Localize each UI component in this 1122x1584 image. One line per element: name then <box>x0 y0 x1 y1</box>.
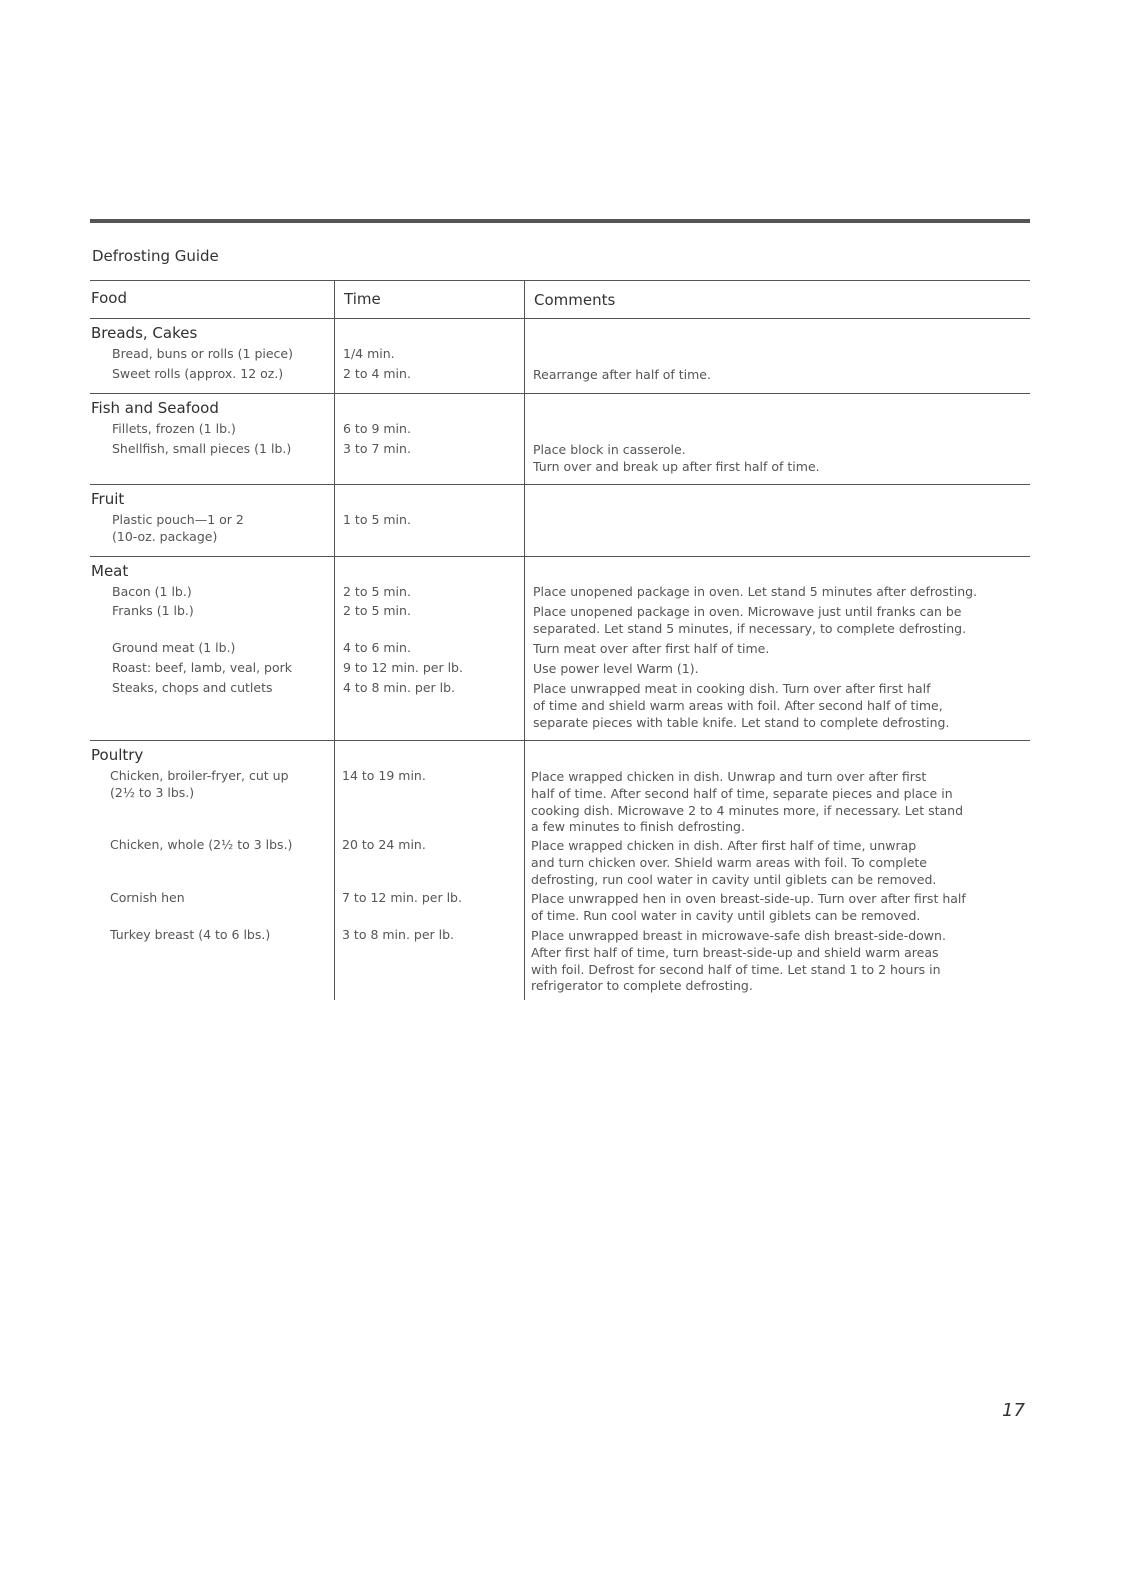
row-divider <box>90 484 1030 485</box>
food-cell: Steaks, chops and cutlets <box>112 680 273 695</box>
food-cell: Sweet rolls (approx. 12 oz.) <box>112 366 284 381</box>
comment-cell: Place block in casserole. Turn over and break up after first half of time. <box>533 442 820 474</box>
time-cell: 20 to 24 min. <box>342 837 426 852</box>
header-rule <box>90 318 1030 319</box>
top-rule <box>90 219 1030 223</box>
page-number: 17 <box>1002 1400 1025 1421</box>
column-header-food: Food <box>91 289 127 307</box>
food-cell: Shellfish, small pieces (1 lb.) <box>112 441 292 456</box>
time-cell: 1 to 5 min. <box>343 512 411 527</box>
column-divider <box>334 280 335 1000</box>
group-title-fish-seafood: Fish and Seafood <box>91 399 219 417</box>
group-title-fruit: Fruit <box>91 490 125 508</box>
time-cell: 2 to 4 min. <box>343 366 411 381</box>
food-cell: Franks (1 lb.) <box>112 603 194 618</box>
time-cell: 4 to 6 min. <box>343 640 411 655</box>
page-title: Defrosting Guide <box>92 247 219 265</box>
time-cell: 4 to 8 min. per lb. <box>343 680 456 695</box>
comment-cell: Place unwrapped hen in oven breast-side-up. Turn over after first half of time. Run cool water in cavity until giblets can be removed. <box>531 891 966 923</box>
comment-cell: Turn meat over after first half of time. <box>533 641 770 656</box>
food-cell: Chicken, whole (2½ to 3 lbs.) <box>110 837 293 852</box>
group-title-poultry: Poultry <box>91 746 144 764</box>
column-divider <box>524 280 525 1000</box>
food-cell: Bread, buns or rolls (1 piece) <box>112 346 293 361</box>
column-header-time: Time <box>344 290 381 308</box>
time-cell: 9 to 12 min. per lb. <box>343 660 463 675</box>
row-divider <box>90 393 1030 394</box>
group-title-breads-cakes: Breads, Cakes <box>91 324 198 342</box>
comment-cell: Place unwrapped meat in cooking dish. Turn over after first half of time and shield warm areas with foil. After second half of time, separate pieces with table knife. Let stand to complete defrosting. <box>533 681 950 730</box>
comment-cell: Place unwrapped breast in microwave-safe dish breast-side-down. After first half of time, turn breast-side-up and shield warm areas with foil. Defrost for second half of time. Let stand 1 to 2 hours in refrigerator to complete defrosting. <box>531 928 946 994</box>
group-title-meat: Meat <box>91 562 129 580</box>
food-cell: Roast: beef, lamb, veal, pork <box>112 660 293 675</box>
time-cell: 1/4 min. <box>343 346 395 361</box>
time-cell: 7 to 12 min. per lb. <box>342 890 462 905</box>
food-cell: Bacon (1 lb.) <box>112 584 192 599</box>
time-cell: 14 to 19 min. <box>342 768 426 783</box>
comment-cell: Place wrapped chicken in dish. Unwrap and turn over after first half of time. After second half of time, separate pieces and place in cooking dish. Microwave 2 to 4 minutes more, if necessary. Let stand a few minutes to finish defrosting. <box>531 769 964 835</box>
food-cell: Turkey breast (4 to 6 lbs.) <box>110 927 271 942</box>
time-cell: 2 to 5 min. <box>343 603 411 618</box>
row-divider <box>90 556 1030 557</box>
time-cell: 2 to 5 min. <box>343 584 411 599</box>
table-top-rule <box>90 280 1030 281</box>
time-cell: 3 to 7 min. <box>343 441 411 456</box>
row-divider <box>90 740 1030 741</box>
food-cell: Plastic pouch—1 or 2 (10-oz. package) <box>112 512 244 544</box>
comment-cell: Place unopened package in oven. Let stand 5 minutes after defrosting. <box>533 584 978 599</box>
food-cell: Ground meat (1 lb.) <box>112 640 236 655</box>
comment-cell: Place unopened package in oven. Microwave just until franks can be separated. Let stand 5 minutes, if necessary, to complete defrosting. <box>533 604 967 636</box>
food-cell: Chicken, broiler-fryer, cut up (2½ to 3 lbs.) <box>110 768 289 800</box>
comment-cell: Use power level Warm (1). <box>533 661 699 676</box>
column-header-comments: Comments <box>534 291 616 309</box>
comment-cell: Place wrapped chicken in dish. After first half of time, unwrap and turn chicken over. Shield warm areas with foil. To complete defrosting, run cool water in cavity until giblets can be removed. <box>531 838 937 887</box>
time-cell: 3 to 8 min. per lb. <box>342 927 455 942</box>
food-cell: Fillets, frozen (1 lb.) <box>112 421 236 436</box>
food-cell: Cornish hen <box>110 890 185 905</box>
time-cell: 6 to 9 min. <box>343 421 411 436</box>
comment-cell: Rearrange after half of time. <box>533 367 711 382</box>
